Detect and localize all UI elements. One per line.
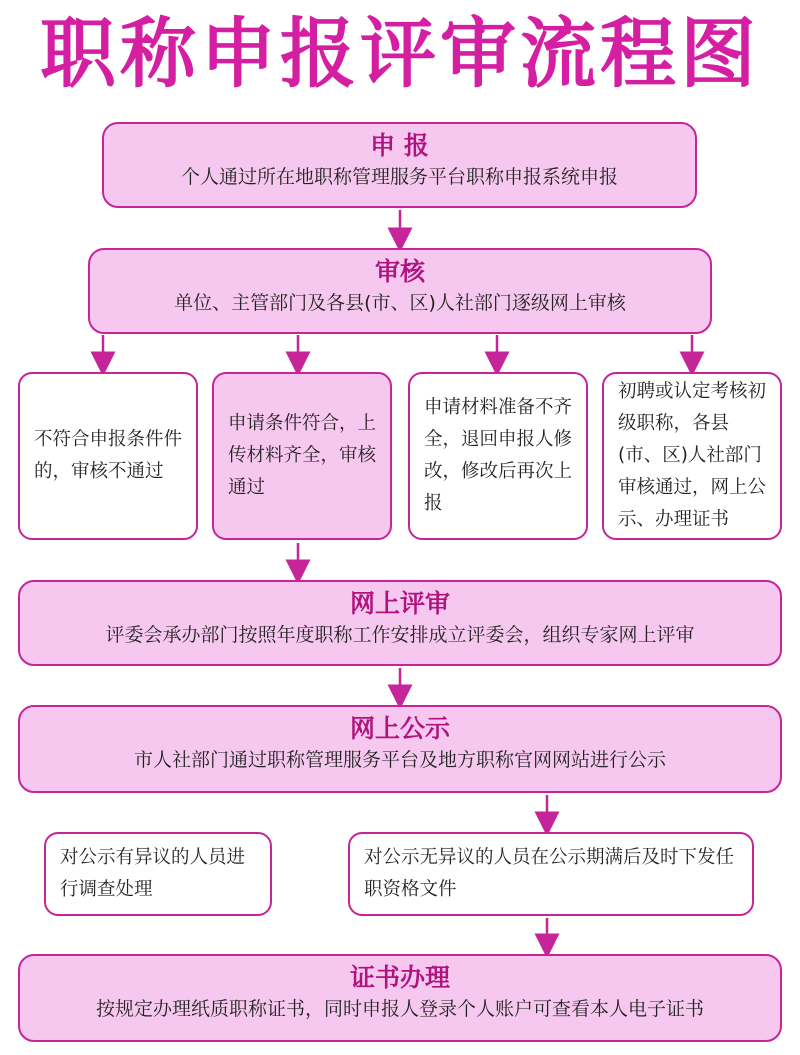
step-online-review-title: 网上评审	[349, 589, 450, 618]
review-outcome-4-text: 初聘或认定考核初级职称，各县(市、区)人社部门审核通过，网上公示、办理证书	[618, 381, 767, 530]
step-publicity	[18, 705, 782, 793]
review-outcome-2	[212, 372, 392, 540]
step-publicity-title: 网上公示	[349, 714, 450, 743]
step-review-desc: 单位、主管部门及各县(市、区)人社部门逐级网上审核	[174, 292, 626, 314]
publicity-outcome-2-text: 对公示无异议的人员在公示期满后及时下发任职资格文件	[364, 847, 735, 900]
page-title: 职称申报评审流程图	[40, 9, 760, 98]
step-certificate-desc: 按规定办理纸质职称证书，同时申报人登录个人账户可查看本人电子证书	[95, 998, 704, 1020]
step-certificate	[18, 954, 782, 1042]
step-online-review	[18, 580, 782, 666]
review-outcome-2-text: 申请条件符合，上传材料齐全，审核通过	[228, 413, 377, 498]
step-review	[88, 248, 712, 334]
review-outcome-1	[18, 372, 198, 540]
step-apply	[102, 122, 697, 208]
step-publicity-desc: 市人社部门通过职称管理服务平台及地方职称官网网站进行公示	[133, 749, 666, 771]
review-outcome-3	[408, 372, 588, 540]
publicity-outcome-2	[348, 832, 754, 916]
step-apply-desc: 个人通过所在地职称管理服务平台职称申报系统申报	[180, 166, 618, 188]
step-online-review-desc: 评委会承办部门按照年度职称工作安排成立评委会，组织专家网上评审	[105, 624, 695, 646]
review-outcome-4	[602, 372, 782, 540]
step-certificate-title: 证书办理	[349, 963, 450, 992]
review-outcome-1-text: 不符合申报条件件的，审核不通过	[34, 429, 183, 482]
publicity-outcome-1-text: 对公示有异议的人员进行调查处理	[60, 847, 246, 900]
review-outcome-3-text: 申请材料准备不齐全，退回申报人修改，修改后再次上报	[424, 397, 573, 514]
publicity-outcome-1	[44, 832, 272, 916]
step-apply-title: 申 报	[370, 131, 429, 160]
step-review-title: 审核	[374, 257, 425, 286]
